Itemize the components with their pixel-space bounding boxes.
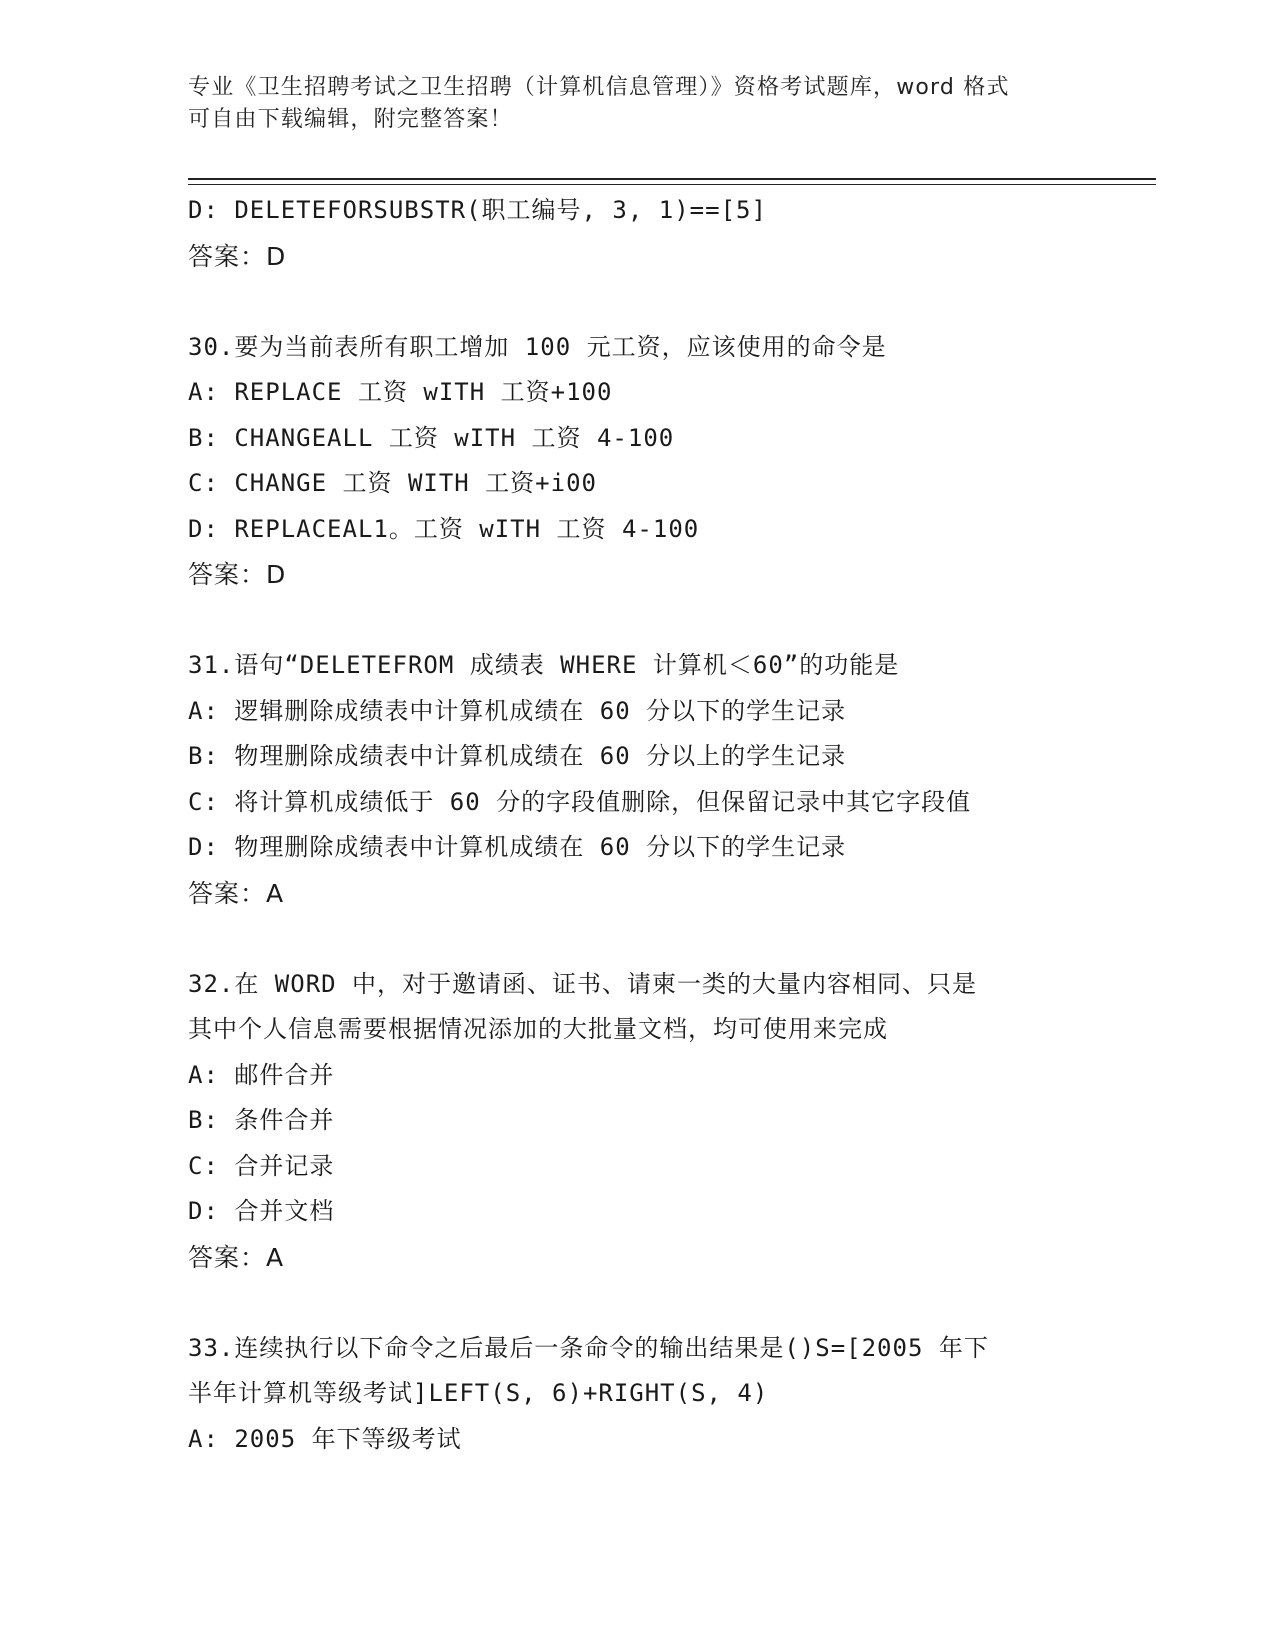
prev-answer: 答案：D (188, 241, 287, 271)
question-stem-line-2: 其中个人信息需要根据情况添加的大批量文档，均可使用来完成 (188, 1015, 888, 1043)
answer: 答案：A (188, 878, 285, 908)
question-stem-line-1: 32.在 WORD 中，对于邀请函、证书、请柬一类的大量内容相同、只是 (188, 969, 978, 998)
option-d: D: REPLACEAL1。工资 wITH 工资 4-100 (188, 514, 700, 543)
question-31 (188, 643, 1108, 916)
option-c: C: CHANGE 工资 WITH 工资+i00 (188, 469, 597, 497)
spacer (188, 279, 1108, 325)
header-divider-thick (188, 178, 1156, 180)
spacer (188, 1280, 1108, 1326)
header-title-line-1: 专业《卫生招聘考试之卫生招聘（计算机信息管理）》资格考试题库，word 格式 (188, 75, 1010, 100)
question-32 (188, 962, 1108, 1281)
option-b: B: 条件合并 (188, 1106, 335, 1134)
spacer (188, 598, 1108, 644)
header-title-line-2: 可自由下载编辑，附完整答案！ (188, 107, 513, 132)
option-a: A: 2005 年下等级考试 (188, 1424, 462, 1453)
option-a: A: REPLACE 工资 wITH 工资+100 (188, 378, 613, 406)
question-list (188, 188, 1108, 1462)
option-d: D: 物理删除成绩表中计算机成绩在 60 分以下的学生记录 (188, 833, 847, 861)
option-b: B: 物理删除成绩表中计算机成绩在 60 分以上的学生记录 (188, 742, 847, 770)
question-stem: 31.语句“DELETEFROM 成绩表 WHERE 计算机＜60”的功能是 (188, 651, 900, 679)
question-33 (188, 1326, 1108, 1463)
document-header (188, 72, 1088, 136)
option-c: C: 将计算机成绩低于 60 分的字段值删除，但保留记录中其它字段值 (188, 787, 972, 816)
header-divider-thin (188, 184, 1156, 185)
option-c: C: 合并记录 (188, 1151, 335, 1180)
question-stem-line-2: 半年计算机等级考试]LEFT(S, 6)+RIGHT(S, 4) (188, 1379, 769, 1407)
option-a: A: 邮件合并 (188, 1060, 335, 1089)
answer: 答案：D (188, 560, 287, 589)
prev-option-d: D: DELETEFORSUBSTR(职工编号, 3, 1)==[5] (188, 196, 767, 224)
answer: 答案：A (188, 1242, 285, 1272)
option-b: B: CHANGEALL 工资 wITH 工资 4-100 (188, 423, 675, 452)
question-30 (188, 325, 1108, 598)
question-stem: 30.要为当前表所有职工增加 100 元工资，应该使用的命令是 (188, 332, 887, 361)
option-a: A: 逻辑删除成绩表中计算机成绩在 60 分以下的学生记录 (188, 696, 847, 725)
option-d: D: 合并文档 (188, 1197, 335, 1225)
spacer (188, 916, 1108, 962)
question-stem-line-1: 33.连续执行以下命令之后最后一条命令的输出结果是()S=[2005 年下 (188, 1333, 989, 1362)
